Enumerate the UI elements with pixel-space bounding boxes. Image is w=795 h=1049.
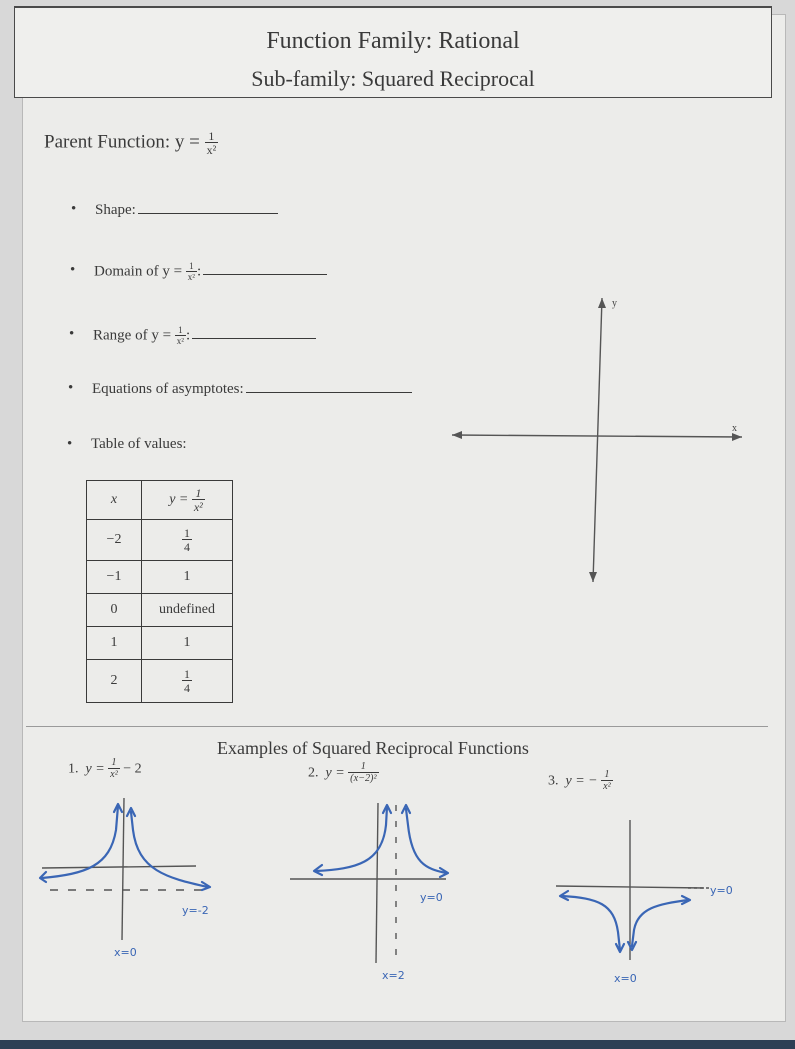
bullet-table	[67, 436, 187, 453]
table-header-row	[87, 481, 233, 520]
asymptotes-answer-line[interactable]	[246, 380, 412, 393]
table-row	[87, 660, 233, 703]
range-fraction	[175, 326, 186, 346]
asymptote-label-horizontal: y=-2	[182, 904, 209, 917]
table-label: Table of values:	[91, 436, 187, 452]
right-branch-curve	[131, 812, 208, 887]
example-2-sketch	[286, 795, 466, 985]
equation-prefix: y = −	[565, 773, 598, 789]
fraction-denominator: x²	[206, 143, 217, 157]
bullet-dot: •	[71, 201, 77, 217]
domain-label: Domain of y =	[94, 263, 183, 280]
example-1-sketch	[36, 790, 246, 970]
bullet-dot: •	[70, 262, 76, 278]
table-row	[87, 627, 233, 660]
asymptote-label-horizontal: y=0	[420, 891, 443, 904]
bullet-asymptotes	[68, 380, 412, 398]
bullet-dot: •	[69, 326, 75, 342]
cell-fraction	[182, 668, 192, 694]
table-cell-y	[142, 520, 233, 561]
header-y	[142, 481, 233, 520]
left-branch-curve	[316, 807, 387, 871]
parent-function	[44, 130, 218, 156]
x-axis-label: x	[732, 423, 737, 434]
example-3-equation	[548, 770, 613, 792]
bullet-dot: •	[68, 380, 74, 396]
y-axis-bottom-arrow	[589, 572, 597, 582]
fraction-denominator: (x−2)²	[350, 773, 377, 785]
page-title: Function Family: Rational	[266, 28, 520, 54]
bullet-domain: • Domain of y = $\frac{1}{\text{x²}}$ :	[94, 262, 327, 282]
fraction-numerator: 1	[184, 667, 190, 681]
y-axis-label: y	[612, 298, 617, 309]
fraction-numerator: 1	[360, 761, 366, 772]
parent-function-label: Parent Function: y =	[44, 131, 200, 153]
range-label: Range of y =	[93, 327, 172, 344]
example-number: 1.	[68, 761, 79, 777]
y-axis	[376, 803, 378, 963]
table-of-values	[86, 480, 233, 703]
example-number: 3.	[548, 773, 559, 789]
header-y-fraction	[192, 487, 205, 513]
equation-fraction	[108, 758, 120, 780]
right-branch-curve	[632, 900, 688, 946]
table-row	[87, 520, 233, 561]
fraction-numerator: 1	[189, 261, 194, 271]
title-box	[14, 6, 772, 98]
table-cell-y	[142, 660, 233, 703]
asymptote-label-vertical: x=0	[114, 946, 137, 959]
example-2-equation	[308, 762, 379, 784]
examples-heading: Examples of Squared Reciprocal Functions	[217, 738, 529, 758]
fraction-denominator: x²	[193, 500, 203, 514]
fraction-numerator: 1	[195, 486, 202, 500]
x-axis	[42, 866, 196, 868]
fraction-denominator: x²	[187, 272, 195, 282]
asymptotes-label: Equations of asymptotes:	[92, 381, 244, 397]
equation-prefix: y =	[85, 761, 105, 777]
y-axis-top-arrow	[598, 298, 606, 308]
fraction-denominator: 4	[184, 681, 190, 695]
table-cell-y: 1	[142, 561, 233, 594]
shape-answer-line[interactable]	[138, 201, 278, 214]
fraction-numerator: 1	[178, 325, 183, 335]
domain-fraction	[186, 262, 197, 282]
table-cell-x: 1	[87, 627, 142, 660]
left-branch-curve	[562, 896, 620, 950]
fraction-numerator: 1	[208, 129, 215, 143]
section-divider	[26, 726, 768, 727]
table-cell-x: 2	[87, 660, 142, 703]
y-axis	[122, 798, 124, 940]
table-cell-x: 0	[87, 594, 142, 627]
equation-prefix: y =	[325, 765, 345, 781]
fraction-denominator: x²	[110, 769, 118, 781]
domain-answer-line[interactable]	[203, 262, 327, 275]
range-answer-line[interactable]	[192, 326, 316, 339]
y-axis	[593, 298, 602, 582]
bullet-dot: •	[67, 436, 73, 452]
page-subtitle: Sub-family: Squared Reciprocal	[251, 66, 535, 91]
table-cell-x: −1	[87, 561, 142, 594]
header-y-prefix: y =	[169, 492, 189, 508]
x-axis-left-arrow	[452, 431, 462, 439]
asymptote-label-vertical: x=0	[614, 972, 637, 985]
screen-bezel	[0, 1040, 795, 1049]
fraction-numerator: 1	[604, 769, 610, 780]
example-1-equation	[68, 758, 142, 780]
fraction-denominator: 4	[184, 540, 190, 554]
right-branch-curve	[406, 809, 446, 873]
parent-function-fraction	[205, 130, 219, 156]
equation-suffix: − 2	[123, 761, 142, 777]
table-cell-x: −2	[87, 520, 142, 561]
bullet-shape	[71, 201, 278, 219]
table-row	[87, 594, 233, 627]
example-number: 2.	[308, 765, 319, 781]
asymptote-label-horizontal: y=0	[710, 884, 733, 897]
table-row	[87, 561, 233, 594]
table-cell-y: undefined	[142, 594, 233, 627]
example-3-sketch	[548, 812, 768, 992]
bullet-range: • Range of y = $\frac{1}{\text{x²}}$ :	[93, 326, 316, 346]
fraction-numerator: 1	[111, 757, 117, 768]
shape-label: Shape:	[95, 202, 136, 218]
fraction-denominator: x²	[603, 781, 611, 793]
asymptote-label-vertical: x=2	[382, 969, 405, 982]
equation-fraction	[601, 770, 613, 792]
x-axis-right-arrow	[732, 433, 742, 441]
fraction-numerator: 1	[184, 526, 190, 540]
table-cell-y: 1	[142, 627, 233, 660]
cell-fraction	[182, 527, 192, 553]
header-x: x	[87, 481, 142, 520]
blank-coordinate-grid[interactable]	[440, 290, 760, 590]
fraction-denominator: x²	[176, 336, 184, 346]
equation-fraction	[348, 762, 378, 784]
